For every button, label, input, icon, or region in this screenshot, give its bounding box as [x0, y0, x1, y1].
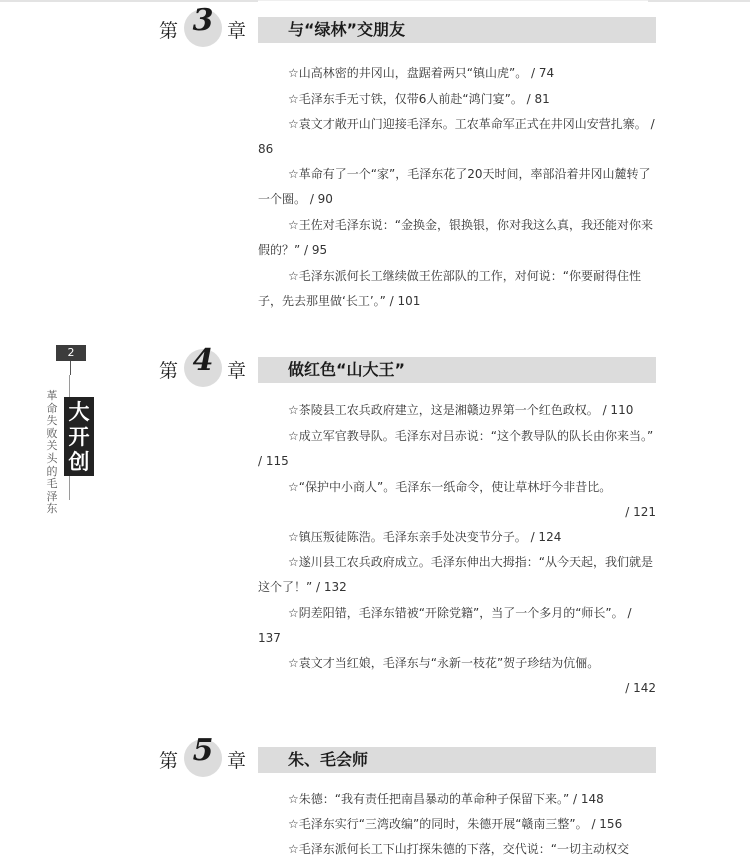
- book-subtitle: 革命失败关头的毛泽东: [46, 389, 58, 516]
- toc-entry[interactable]: [258, 812, 656, 837]
- chapter-number-circle: [184, 733, 222, 777]
- chapter-suffix: 章: [227, 750, 247, 772]
- toc-entry[interactable]: [258, 112, 656, 162]
- entry-text: ☆革命有了一个“家”，毛泽东花了20天时间，率部沿着井冈山麓转了一个圈。 / 90: [258, 167, 651, 206]
- entry-text: ☆“保护中小商人”。毛泽东一纸命令，使让草林圩今非昔比。: [288, 480, 612, 494]
- chapter-suffix: 章: [227, 360, 247, 382]
- chapter-number-circle: [184, 343, 222, 387]
- toc-entry[interactable]: [258, 837, 656, 862]
- toc-entry[interactable]: [258, 651, 656, 701]
- chapter-header-4: [158, 343, 658, 399]
- top-rule: [0, 0, 258, 2]
- top-rule: [258, 0, 648, 1]
- chapter-number: 3: [192, 3, 214, 38]
- entry-text: ☆毛泽东派何长工继续做王佐部队的工作，对何说：“你要耐得住性子，先去那里做‘长工’。” / 101: [258, 269, 641, 308]
- chapter-number: 4: [192, 343, 214, 378]
- chapter-number-circle: [184, 3, 222, 47]
- toc-entry[interactable]: [258, 475, 656, 525]
- chapter-prefix: 第: [159, 360, 179, 382]
- entry-text: ☆成立军官教导队。毛泽东对吕赤说：“这个教导队的队长由你来当。” / 115: [258, 429, 654, 468]
- top-rule: [648, 0, 750, 2]
- entry-page: / 142: [625, 681, 656, 695]
- toc-entry[interactable]: [258, 424, 656, 474]
- entry-text: ☆袁文才当红娘，毛泽东与“永新一枝花”贺子珍结为伉俪。: [288, 656, 600, 670]
- toc-entry[interactable]: [258, 550, 656, 600]
- entry-page: / 121: [625, 505, 656, 519]
- chapter-header-5: [158, 733, 658, 789]
- entry-text: ☆镇压叛徒陈浩。毛泽东亲手处决变节分子。 / 124: [288, 530, 562, 544]
- toc-entry[interactable]: [258, 525, 656, 550]
- toc-entry[interactable]: [258, 162, 656, 212]
- toc-entry[interactable]: [258, 61, 656, 86]
- entry-text: ☆毛泽东实行“三湾改编”的同时，朱德开展“赣南三整”。 / 156: [288, 817, 623, 831]
- entry-text: ☆朱德：“我有责任把南昌暴动的革命种子保留下来。” / 148: [288, 792, 604, 806]
- chapter-header-3: [158, 3, 658, 59]
- chapter-suffix: 章: [227, 20, 247, 42]
- chapter-number: 5: [192, 733, 214, 768]
- margin-line: [70, 361, 71, 375]
- toc-entry[interactable]: [258, 87, 656, 112]
- chapter-title: 与“绿林”交朋友: [288, 20, 406, 39]
- book-title: 大开创: [64, 397, 94, 476]
- toc-entry[interactable]: [258, 787, 656, 812]
- entry-text: ☆遂川县工农兵政府成立。毛泽东伸出大拇指：“从今天起，我们就是这个了！” / 132: [258, 555, 653, 594]
- toc-entry[interactable]: [258, 601, 656, 651]
- entry-text: ☆王佐对毛泽东说：“金换金，银换银，你对我这么真，我还能对你来假的？” / 95: [258, 218, 653, 257]
- toc-entry[interactable]: [258, 213, 656, 263]
- entry-text: ☆山高林密的井冈山，盘踞着两只“镇山虎”。 / 74: [288, 66, 555, 80]
- entry-text: ☆毛泽东派何长工下山打探朱德的下落，交代说：“一切主动权交: [288, 842, 629, 856]
- entry-text: ☆茶陵县工农兵政府建立，这是湘赣边界第一个红色政权。 / 110: [288, 403, 634, 417]
- entry-text: ☆毛泽东手无寸铁，仅带6人前赴“鸿门宴”。 / 81: [288, 92, 550, 106]
- entry-text: ☆阴差阳错，毛泽东错被“开除党籍”，当了一个多月的“师长”。 / 137: [258, 606, 632, 645]
- chapter-prefix: 第: [159, 750, 179, 772]
- entry-text: ☆袁文才敞开山门迎接毛泽东。工农革命军正式在井冈山安营扎寨。 / 86: [258, 117, 655, 156]
- chapter-title: 朱、毛会师: [288, 750, 369, 769]
- toc-entry[interactable]: [258, 398, 656, 423]
- page-number: 2: [56, 345, 86, 361]
- chapter-prefix: 第: [159, 20, 179, 42]
- toc-entry[interactable]: [258, 264, 656, 314]
- chapter-title: 做红色“山大王”: [288, 360, 406, 379]
